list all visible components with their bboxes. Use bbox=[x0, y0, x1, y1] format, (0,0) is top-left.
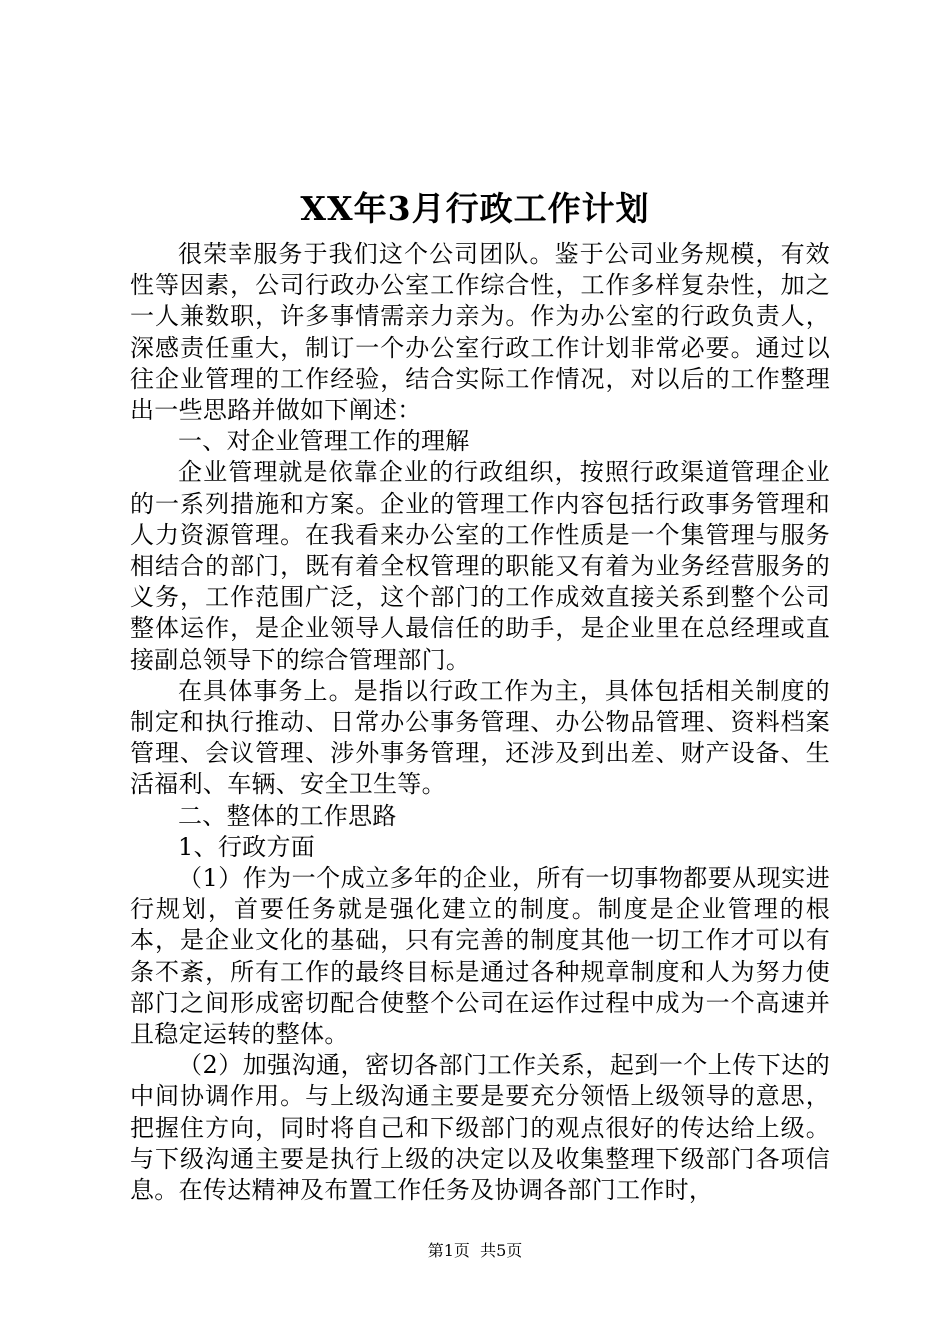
paragraph-intro: 很荣幸服务于我们这个公司团队。鉴于公司业务规模，有效性等因素，公司行政办公室工作综合性，工作多样复杂性，加之一人兼数职，许多事情需亲力亲为。作为办公室的行政负责人，深感责任重大，制订一个办公室行政工作计划非常必要。通过以往企业管理的工作经验，结合实际工作情况，对以后的工作整理出一些思路并做如下阐述： bbox=[130, 240, 830, 425]
page-total: 共5页 bbox=[480, 1241, 523, 1260]
heading-section-1: 一、对企业管理工作的理解 bbox=[178, 427, 470, 456]
heading-section-2: 二、整体的工作思路 bbox=[178, 801, 397, 830]
paragraph-management: 企业管理就是依靠企业的行政组织，按照行政渠道管理企业的一系列措施和方案。企业的管理工作内容包括行政事务管理和人力资源管理。在我看来办公室的工作性质是一个集管理与服务相结合的部门，既有着全权管理的职能又有着为业务经营服务的义务，工作范围广泛，这个部门的工作成效直接关系到整个公司整体运作，是企业领导人最信任的助手，是企业里在总经理或直接副总领导下的综合管理部门。 bbox=[130, 458, 830, 674]
heading-subsection-1: 1、行政方面 bbox=[178, 832, 316, 861]
document-title: XX年3月行政工作计划 bbox=[300, 189, 650, 228]
paragraph-specific-affairs: 在具体事务上。是指以行政工作为主，具体包括相关制度的制定和执行推动、日常办公事务管理、办公物品管理、资料档案管理、会议管理、涉外事务管理，还涉及到出差、财产设备、生活福利、车辆、安全卫生等。 bbox=[130, 676, 830, 799]
page-footer bbox=[0, 1241, 950, 1261]
paragraph-item-2: （2）加强沟通，密切各部门工作关系，起到一个上传下达的中间协调作用。与上级沟通主要是要充分领悟上级领导的意思，把握住方向，同时将自己和下级部门的观点很好的传达给上级。与下级沟通主要是执行上级的决定以及收集整理下级部门各项信息。在传达精神及布置工作任务及协调各部门工作时， bbox=[130, 1051, 830, 1205]
paragraph-item-1: （1）作为一个成立多年的企业，所有一切事物都要从现实进行规划，首要任务就是强化建立的制度。制度是企业管理的根本，是企业文化的基础，只有完善的制度其他一切工作才可以有条不紊，所有工作的最终目标是通过各种规章制度和人为努力使部门之间形成密切配合使整个公司在运作过程中成为一个高速并且稳定运转的整体。 bbox=[130, 864, 830, 1049]
document-body bbox=[130, 239, 830, 1206]
page-number: 第1页 bbox=[427, 1241, 470, 1260]
